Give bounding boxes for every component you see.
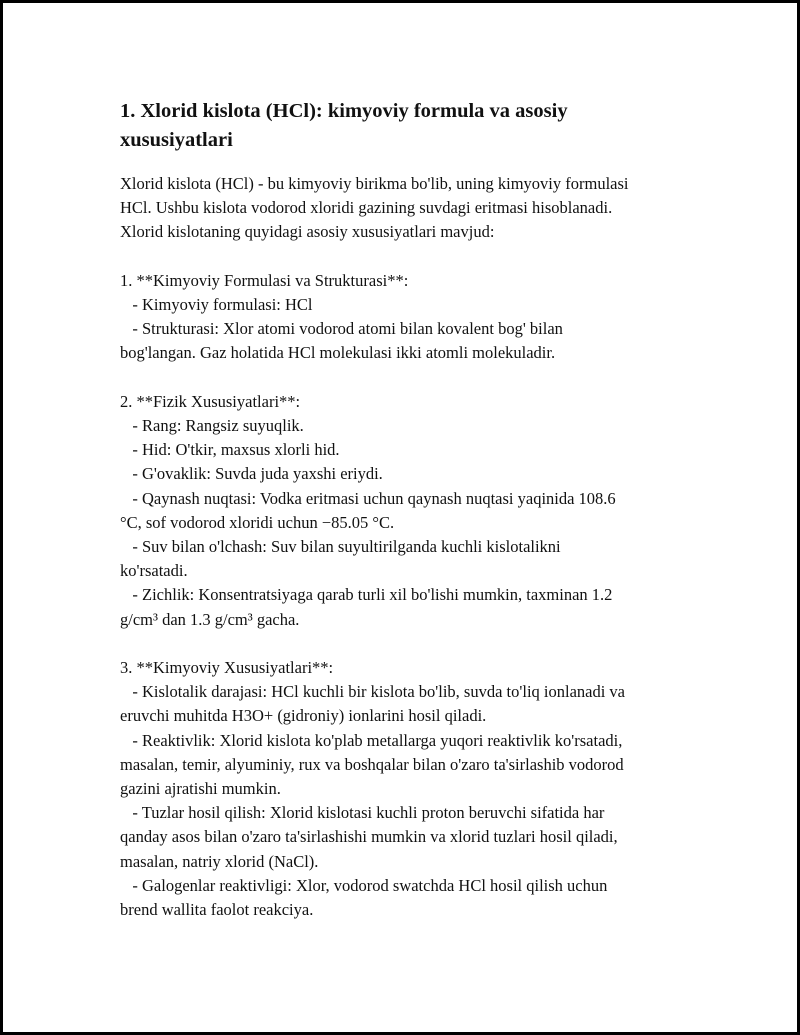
title-line: xususiyatlari (120, 129, 233, 151)
body-line: brend wallita faolot reakciya. (120, 900, 314, 920)
blank-line (120, 632, 700, 656)
body-line: - G'ovaklik: Suvda juda yaxshi eriydi. (120, 464, 383, 484)
body-line: ko'rsatadi. (120, 561, 188, 581)
section-heading: 3. **Kimyoviy Xususiyatlari**: (120, 658, 334, 678)
document-content (120, 97, 700, 922)
body-line: - Strukturasi: Xlor atomi vodorod atomi bilan kovalent bog' bilan (120, 319, 563, 339)
body-line: - Suv bilan o'lchash: Suv bilan suyultirilganda kuchli kislotalikni (120, 537, 561, 557)
body-line: - Qaynash nuqtasi: Vodka eritmasi uchun qaynash nuqtasi yaqinida 108.6 (120, 488, 616, 508)
section-heading: 2. **Fizik Xususiyatlari**: (120, 391, 301, 411)
blank-line (120, 366, 700, 390)
body-line: gazini ajratishi mumkin. (120, 779, 281, 799)
body-line: Xlorid kislotaning quyidagi asosiy xususiyatlari mavjud: (120, 222, 495, 242)
document-body (120, 172, 700, 922)
title-line: 1. Xlorid kislota (HCl): kimyoviy formula va asosiy (120, 100, 568, 122)
body-line: Xlorid kislota (HCl) - bu kimyoviy birikma bo'lib, uning kimyoviy formulasi (120, 174, 629, 193)
body-line: °C, sof vodorod xloridi uchun −85.05 °C. (120, 512, 395, 532)
body-line: masalan, temir, alyuminiy, rux va boshqalar bilan o'zaro ta'sirlashib vodorod (120, 754, 624, 774)
body-line: - Reaktivlik: Xlorid kislota ko'plab metallarga yuqori reaktivlik ko'rsatadi, (120, 730, 623, 750)
body-line: qanday asos bilan o'zaro ta'sirlashishi mumkin va xlorid tuzlari hosil qiladi, (120, 827, 618, 847)
body-line: masalan, natriy xlorid (NaCl). (120, 851, 319, 871)
body-line: - Tuzlar hosil qilish: Xlorid kislotasi kuchli proton beruvchi sifatida har (120, 803, 605, 823)
body-line: - Rang: Rangsiz suyuqlik. (120, 416, 304, 435)
body-line: HCl. Ushbu kislota vodorod xloridi gazining suvdagi eritmasi hisoblanadi. (120, 198, 613, 218)
document-title (120, 97, 700, 155)
body-line: g/cm³ dan 1.3 g/cm³ gacha. (120, 609, 300, 629)
body-line: - Kimyoviy formulasi: HCl (120, 295, 313, 314)
blank-line (120, 245, 700, 269)
body-line: bog'langan. Gaz holatida HCl molekulasi ikki atomli molekuladir. (120, 343, 556, 363)
body-line: - Zichlik: Konsentratsiyaga qarab turli xil bo'lishi mumkin, taxminan 1.2 (120, 585, 613, 605)
body-line: - Kislotalik darajasi: HCl kuchli bir kislota bo'lib, suvda to'liq ionlanadi va (120, 682, 625, 702)
body-line: - Hid: O'tkir, maxsus xlorli hid. (120, 440, 340, 460)
body-line: eruvchi muhitda H3O+ (gidroniy) ionlarini hosil qiladi. (120, 706, 487, 726)
section-heading: 1. **Kimyoviy Formulasi va Strukturasi**: (120, 270, 409, 290)
body-line: - Galogenlar reaktivligi: Xlor, vodorod swatchda HCl hosil qilish uchun (120, 875, 608, 895)
